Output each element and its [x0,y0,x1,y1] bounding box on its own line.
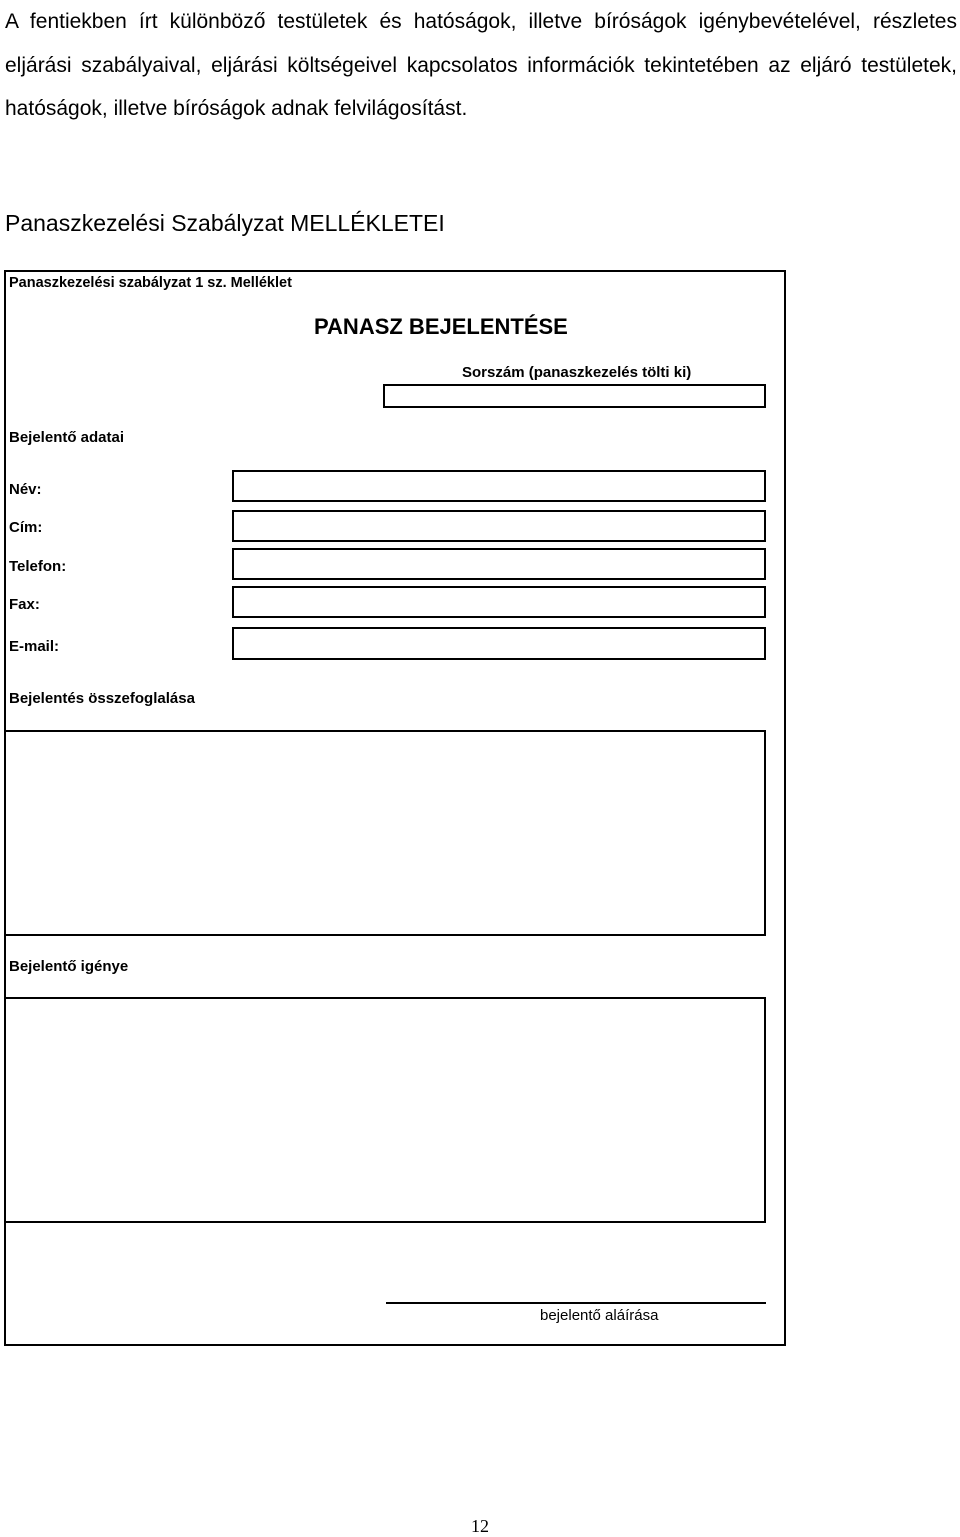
address-label: Cím: [9,519,43,536]
summary-textarea[interactable] [4,730,766,936]
form-title: PANASZ BEJELENTÉSE [314,314,568,339]
signature-label: bejelentő aláírása [540,1307,659,1324]
serial-label: Sorszám (panaszkezelés tölti ki) [462,364,692,381]
fax-label: Fax: [9,596,40,613]
signature-line[interactable] [386,1302,766,1304]
page-number: 12 [471,1516,489,1536]
email-field[interactable] [232,627,766,660]
request-textarea[interactable] [4,997,766,1223]
phone-label: Telefon: [9,558,67,575]
serial-number-field[interactable] [383,384,766,408]
fax-field[interactable] [232,586,766,618]
email-label: E-mail: [9,638,60,655]
complaint-form [4,270,786,1346]
intro-paragraph: A fentiekben írt különböző testületek és hatóságok, illetve bíróságok igénybevételével, részletes eljárási szabályaival, eljárási költségeivel kapcsolatos információk tekintetében az eljáró testületek, hatóságok, illetve bíróságok adnak felvilágosítást. [5,10,957,120]
reporter-section-label: Bejelentő adatai [9,429,125,446]
summary-section-label: Bejelentés összefoglalása [9,690,195,707]
name-field[interactable] [232,470,766,502]
phone-field[interactable] [232,548,766,580]
annex-label: Panaszkezelési szabályzat 1 sz. Melléklet [9,275,292,291]
request-section-label: Bejelentő igénye [9,958,129,975]
annexes-heading: Panaszkezelési Szabályzat MELLÉKLETEI [5,210,445,236]
address-field[interactable] [232,510,766,542]
name-label: Név: [9,481,42,498]
